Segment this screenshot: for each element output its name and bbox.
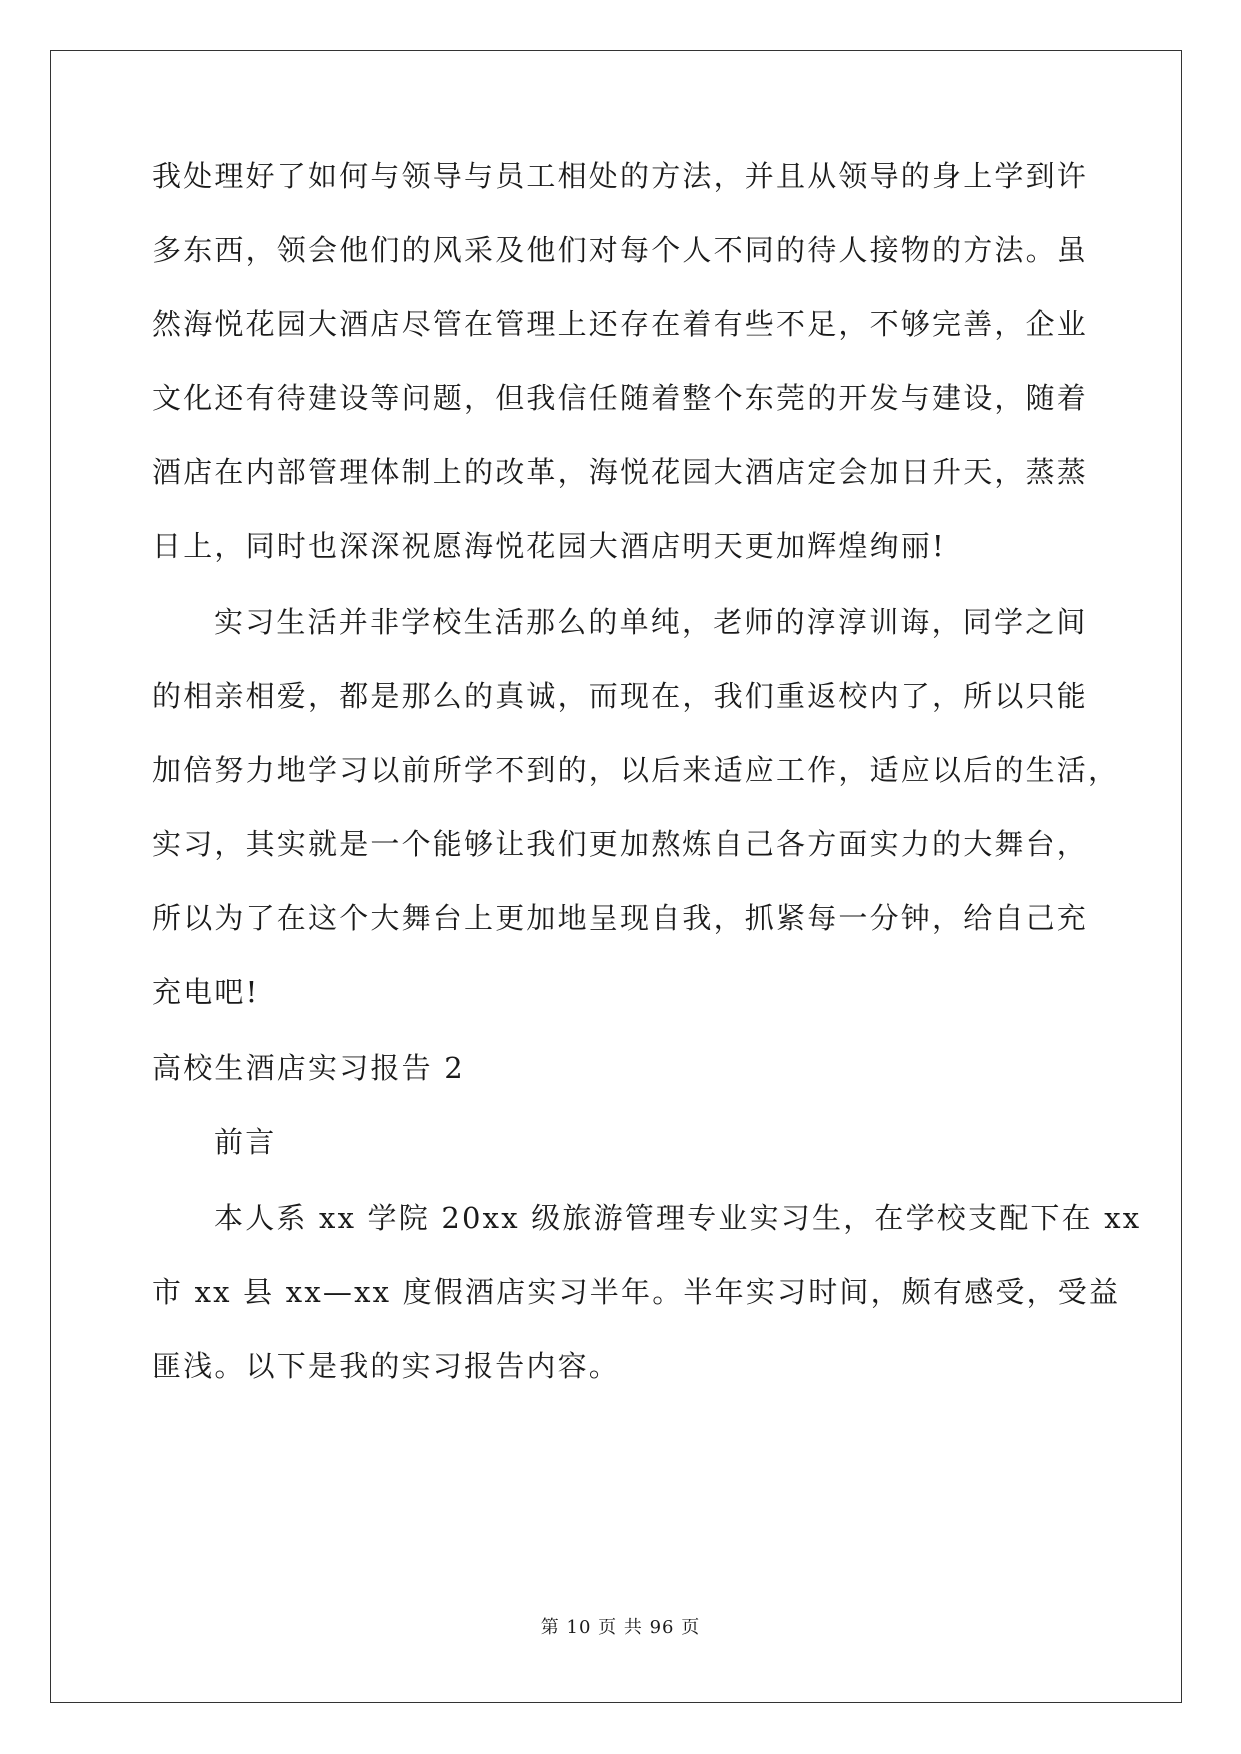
text-line: 日上，同时也深深祝愿海悦花园大酒店明天更加辉煌绚丽! [152,529,946,563]
text-line: 市 xx 县 xx—xx 度假酒店实习半年。半年实习时间，颇有感受，受益 [152,1275,1121,1309]
text-line: 实习生活并非学校生活那么的单纯，老师的淳淳训诲，同学之间 [214,605,1088,639]
text-line: 所以为了在这个大舞台上更加地呈现自我，抓紧每一分钟，给自己充 [152,901,1089,935]
subheading: 前言 [214,1125,277,1159]
text-line: 本人系 xx 学院 20xx 级旅游管理专业实习生，在学校支配下在 xx [214,1201,1142,1235]
section-heading: 高校生酒店实习报告 2 [152,1051,465,1085]
text-line: 实习，其实就是一个能够让我们更加熬炼自己各方面实力的大舞台， [152,827,1089,861]
text-line: 我处理好了如何与领导与员工相处的方法，并且从领导的身上学到许 [152,159,1089,193]
page-border [50,50,1182,1703]
text-line: 的相亲相爱，都是那么的真诚，而现在，我们重返校内了，所以只能 [152,679,1089,713]
text-line: 然海悦花园大酒店尽管在管理上还存在着有些不足，不够完善，企业 [152,307,1089,341]
text-line: 匪浅。以下是我的实习报告内容。 [152,1349,621,1383]
page-number: 第 10 页 共 96 页 [540,1617,701,1638]
text-line: 加倍努力地学习以前所学不到的，以后来适应工作，适应以后的生活， [152,753,1120,787]
text-line: 充电吧! [152,975,260,1009]
text-line: 酒店在内部管理体制上的改革，海悦花园大酒店定会加日升天，蒸蒸 [152,455,1089,489]
text-line: 多东西，领会他们的风采及他们对每个人不同的待人接物的方法。虽 [152,233,1089,267]
text-line: 文化还有待建设等问题，但我信任随着整个东莞的开发与建设，随着 [152,381,1089,415]
